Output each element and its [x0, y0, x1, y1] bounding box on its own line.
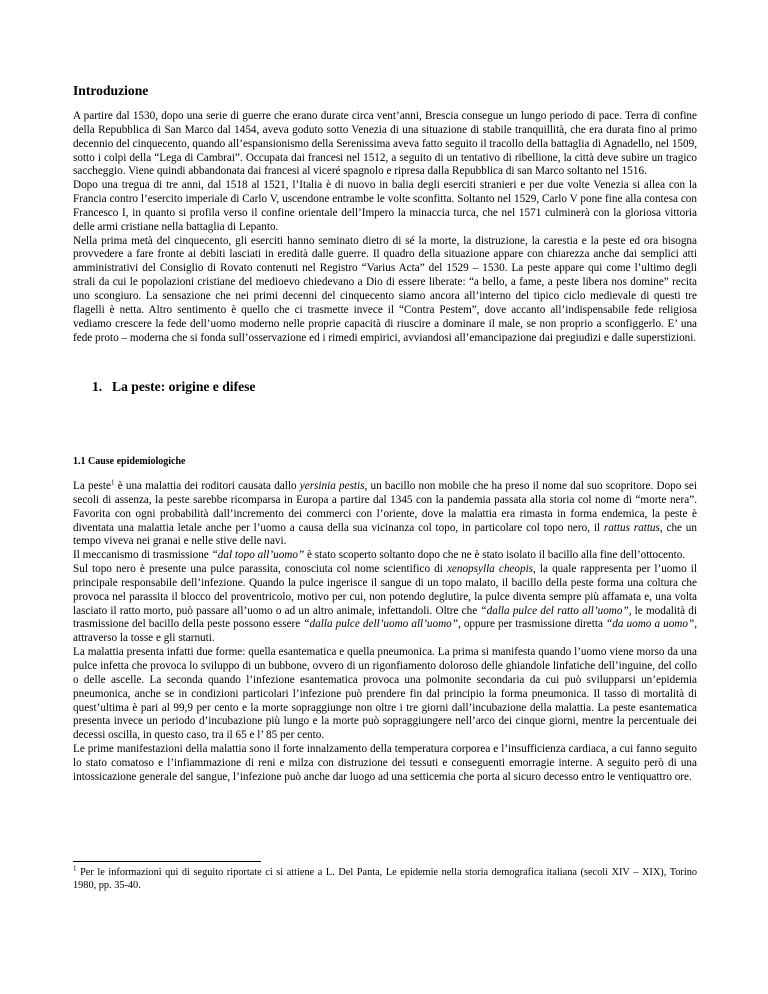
- text-run: La peste: [73, 480, 111, 492]
- body-paragraph: [73, 549, 697, 563]
- text-run: , oppure per trasmissione diretta: [457, 618, 607, 631]
- text-run: , le modalità di trasmissione del bacillo della peste possono essere: [73, 604, 697, 631]
- text-run: Il meccanismo di trasmissione: [73, 549, 212, 562]
- quoted-phrase: “dal topo all’uomo”: [211, 549, 305, 562]
- body-paragraph: Le prime manifestazioni della malattia sono il forte innalzamento della temperatura corporea e l’insufficienza cardiaca, a cui fanno seguito lo stato comatoso e l’infiammazione di reni e milza con distruzione dei tessuti e conseguenti emorragie interne. A seguito però di una intossicazione generale del sangue, l’infezione può anche dar luogo ad una setticemia che porta al sicuro decesso entro le ventiquattro ore.: [73, 743, 697, 783]
- intro-paragraph: Nella prima metà del cinquecento, gli eserciti hanno seminato dietro di sé la morte, la distruzione, la carestia e la peste ed ora bisogna provvedere a fare fronte ai debiti lasciati in eredità dalle guerre. Il quadro della situazione appare con chiarezza anche dai semplici atti amministrativi del Consiglio di Rovato contenuti nel Registro “Varius Acta” del 1529 – 1530. La peste appare qui come l’ultimo degli strali da cui le popolazioni cristiane del medioevo chiedevano a Dio di essere liberate: “a bello, a fame, a peste libera nos domine” recita uno scongiuro. La sensazione che nei primi decenni del cinquecento siamo ancora all’interno del tipico ciclo medievale di questi tre flagelli è netta. Altro sentimento è quello che ci trasmette invece il “Contra Pestem”, dove accanto all’indispensabile fede religiosa vediamo crescere la fede dell’uomo moderno nelle proprie capacità di riuscire a dominare il male, se non proprio a sconfiggerlo. E’ una fede proto – moderna che si fonda sull’osservazione ed i rimedi empirici, avviandosi all’emancipazione dai pregiudizi e dalle superstizioni.: [73, 234, 697, 344]
- text-run: , attraverso la tosse e gli starnuti.: [73, 618, 697, 645]
- subsection-heading: 1.1 Cause epidemiologiche: [73, 456, 186, 467]
- intro-paragraph: Dopo una tregua di tre anni, dal 1518 al 1521, l’Italia è di nuovo in balia degli eserciti stranieri e per due volte Venezia si allea con la Francia contro l’esercito imperiale di Carlo V, uscendone entrambe le volte sconfitta. Soltanto nel 1529, Carlo V pone fine alla contesa con Francesco I, in quanto si profila verso il confine orientale dell’Impero la minaccia turca, che nel 1571 culminerà con la gloriosa vittoria delle armi cristiane nella battaglia di Lepanto.: [73, 179, 697, 233]
- footnote: [73, 866, 697, 892]
- text-run: è stato scoperto soltanto dopo che ne è stato isolato il bacillo alla fine dell’ottocento.: [304, 549, 686, 562]
- text-run: , la quale rappresenta per l’uomo il principale responsabile dell’infezione. Quando la pulce ingerisce il sangue di un topo malato, il bacillo della peste forma una coltura che provoca nel parassita il blocco del proventricolo, motivo per cui, non potendo deglutire, la pulce diventa sempre più affamata e, una volta lasciato il ratto morto, può passare all’uomo o ad un altro animale, infettandoli. Oltre che: [73, 563, 697, 617]
- body-paragraph: La malattia presenta infatti due forme: quella esantematica e quella pneumonica. La prima si manifesta quando l’uomo viene morso da una pulce infetta che provoca lo sviluppo di un bubbone, ovvero di un rigonfiamento doloroso delle ghiandole linfatiche dell’inguine, del collo o delle ascelle. La seconda quando l’infezione esantematica provoca una polmonite secondaria da cui può svilupparsi un’epidemia pneumonica, anche se in condizioni particolari l’infezione può prendere fin dal principio la forma pneumonica. Il tasso di mortalità di quest’ultima è pari al 99,9 per cento e la morte sopraggiunge non oltre i tre giorni dall’incubazione della malattia. La peste esantematica presenta invece un periodo d’incubazione più lungo e la morte può sopraggiungere nell’arco dei cinque giorni, mentre la percentuale dei decessi oscilla, in questo caso, tra il 65 e l’ 85 per cento.: [73, 646, 697, 742]
- intro-paragraph: A partire dal 1530, dopo una serie di guerre che erano durate circa vent’anni, Brescia consegue un lungo periodo di pace. Terra di confine della Repubblica di San Marco dal 1454, aveva goduto sotto Venezia di una situazione di stabile tranquillità, che era durata fino al primo decennio del cinquecento, quando all’espansionismo della Serenissima aveva fatto seguito il tracollo della battaglia di Agnadello, nel 1509, sotto i colpi della “Lega di Cambrai”. Occupata dai francesi nel 1512, a seguito di un tentativo di ribellione, la città deve subire un tragico saccheggio. Viene quindi abbandonata dai francesi al viceré spagnolo e ripresa dalla Repubblica di san Marco soltanto nel 1516.: [73, 110, 697, 178]
- quoted-phrase: “da uomo a uomo”: [606, 618, 695, 631]
- footnote-mark: 1: [73, 864, 77, 873]
- section-number: 1.: [92, 379, 103, 394]
- quoted-phrase: “dalla pulce dell’uomo all’uomo”: [303, 618, 458, 631]
- body-text: [73, 480, 697, 785]
- body-paragraph: [73, 563, 697, 646]
- species-name: yersinia pestis: [299, 480, 365, 492]
- text-run: Sul topo nero è presente una pulce parassita, conosciuta col nome scientifico di: [73, 563, 447, 576]
- intro-text: [73, 110, 697, 345]
- intro-heading: Introduzione: [73, 83, 149, 98]
- body-paragraph: [73, 480, 697, 549]
- text-run: è una malattia dei roditori causata dallo: [114, 480, 300, 492]
- species-name: rattus rattus: [603, 521, 660, 534]
- text-run: , che un tempo viveva nei granai e nelle stive delle navi.: [73, 521, 697, 548]
- footnote-ref[interactable]: 1: [111, 478, 115, 487]
- section-heading: [92, 380, 255, 394]
- footnote-separator: [73, 861, 261, 862]
- species-name: xenopsylla cheopis: [446, 563, 534, 576]
- quoted-phrase: “dalla pulce del ratto all’uomo”: [480, 604, 629, 617]
- footnote-text: Per le informazioni qui di seguito riportate ci si attiene a L. Del Panta, Le epidemie nella storia demografica italiana (secoli XIV – XIX), Torino 1980, pp. 35-40.: [73, 867, 697, 891]
- section-title: La peste: origine e difese: [112, 379, 256, 394]
- text-run: , un bacillo non mobile che ha preso il nome dal suo scopritore. Dopo sei secoli di assenza, la peste sarebbe ricomparsa in Europa a partire dal 1345 con la pandemia passata alla storia col nome di “morte nera”. Favorita con ogni probabilità dall’incremento dei commerci con l’oriente, dove la malattia era rimasta in forma endemica, la peste è diventata una malattia letale anche per l’uomo a causa della sua vicinanza col topo, in particolare col topo nero, il: [73, 480, 697, 534]
